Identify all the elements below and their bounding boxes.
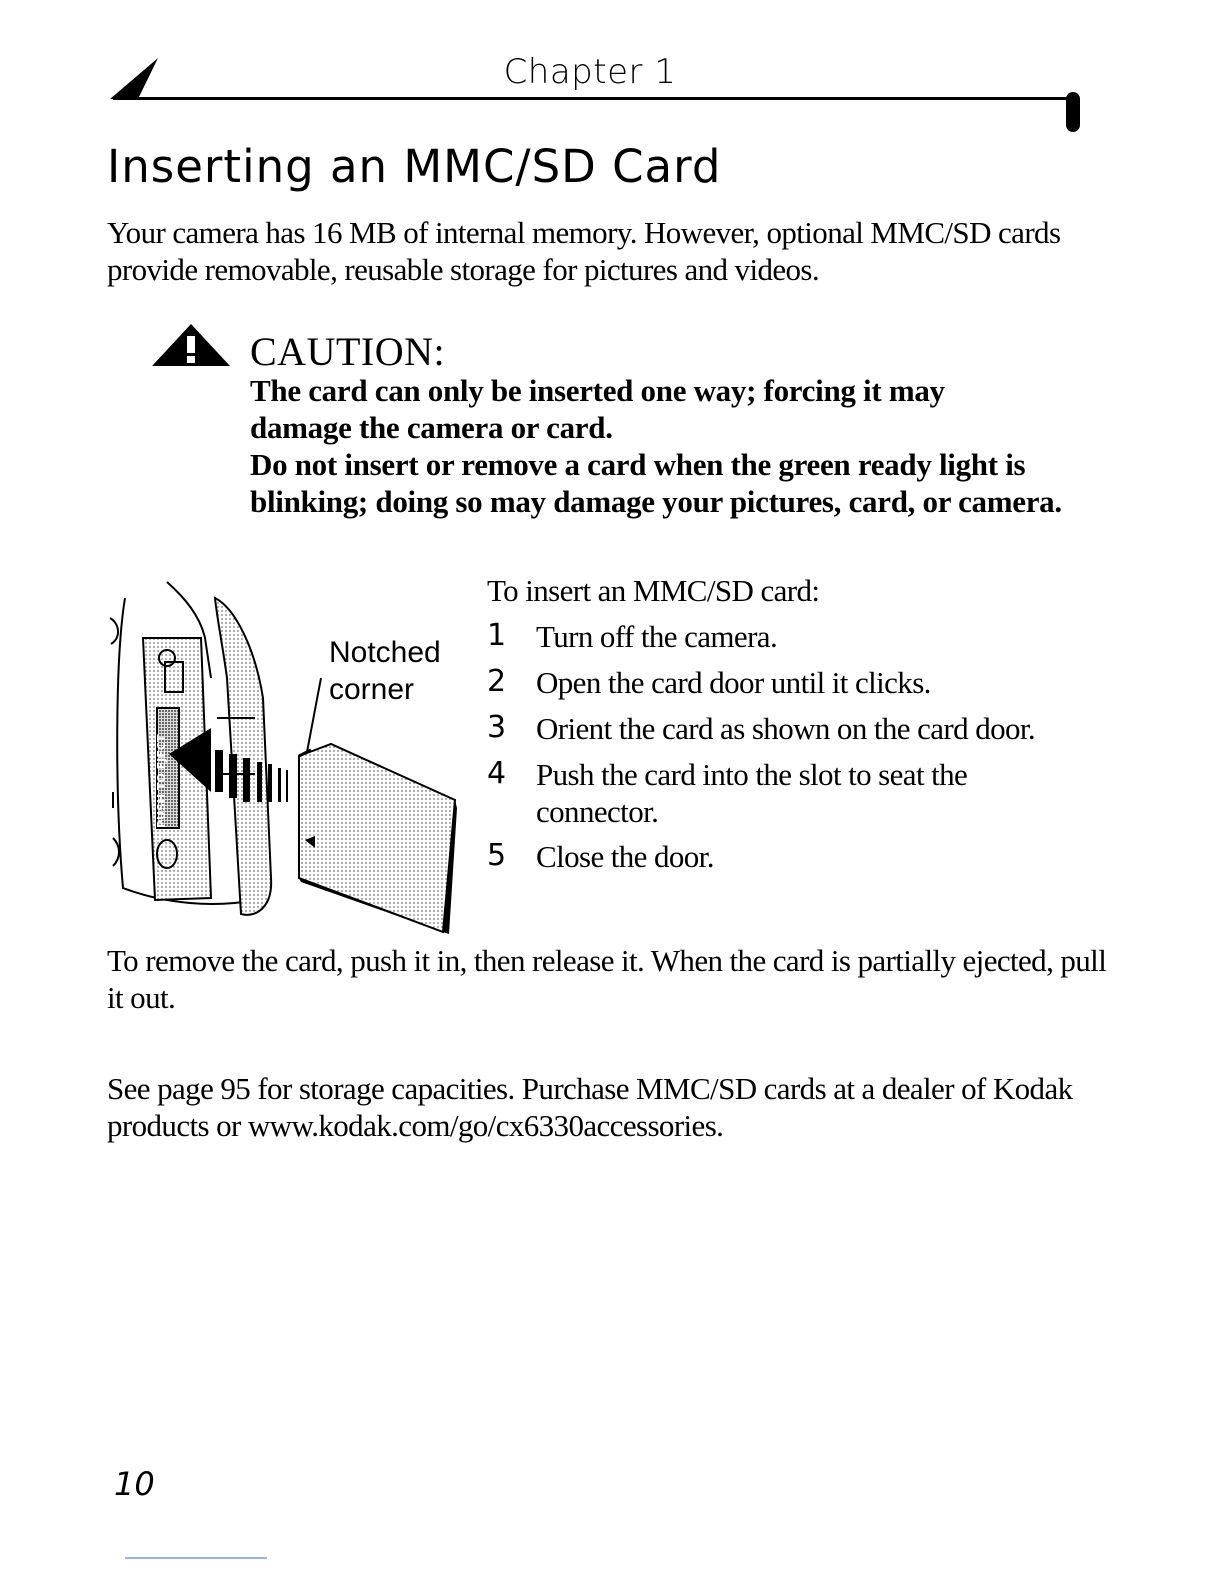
header-rule <box>113 97 1079 100</box>
card-insertion-illustration <box>105 578 465 938</box>
memory-card-drawing <box>299 744 457 934</box>
notched-corner-label-line-1: Notched <box>329 636 441 669</box>
header-wedge-ornament <box>110 58 166 102</box>
step-text: Turn off the camera. <box>536 619 778 654</box>
page-number: 10 <box>114 1465 155 1503</box>
storage-info-paragraph: See page 95 for storage capacities. Purchase MMC/SD cards at a dealer of Kodak products or www.kodak.com/go/cx6330accessories. <box>107 1071 1073 1143</box>
step-text: Orient the card as shown on the card door. <box>536 711 1036 746</box>
chapter-heading: Chapter 1 <box>503 52 677 92</box>
notched-corner-leader-line <box>307 678 321 752</box>
header-end-ornament <box>1066 92 1080 132</box>
steps-intro: To insert an MMC/SD card: <box>487 573 820 608</box>
remove-card-paragraph: To remove the card, push it in, then release it. When the card is partially ejected, pull it out. <box>107 943 1107 1015</box>
card-eject-label: PUSH TO EJECT <box>155 734 168 828</box>
caution-text-1: The card can only be inserted one way; forcing it may damage the camera or card. <box>250 373 945 445</box>
step-text: Close the door. <box>536 839 714 874</box>
notched-corner-label <box>329 634 441 708</box>
step-number: 1 <box>487 618 507 653</box>
warning-triangle-icon <box>150 322 232 368</box>
step-number: 4 <box>487 756 507 791</box>
notched-corner-label-line-2: corner <box>329 673 415 706</box>
page-title: Inserting an MMC/SD Card <box>107 140 722 193</box>
step-text: Push the card into the slot to seat the connector. <box>536 757 968 829</box>
step-number: 5 <box>487 838 507 873</box>
caution-text-2: Do not insert or remove a card when the green ready light is blinking; doing so may damage your pictures, card, or camera. <box>250 447 1062 519</box>
step-number: 3 <box>487 710 507 745</box>
footer-line <box>125 1557 267 1559</box>
step-number: 2 <box>487 664 507 699</box>
step-text: Open the card door until it clicks. <box>536 665 931 700</box>
caution-label: CAUTION: <box>250 329 446 374</box>
intro-paragraph: Your camera has 16 MB of internal memory. However, optional MMC/SD cards provide removable, reusable storage for pictures and videos. <box>107 215 1061 287</box>
